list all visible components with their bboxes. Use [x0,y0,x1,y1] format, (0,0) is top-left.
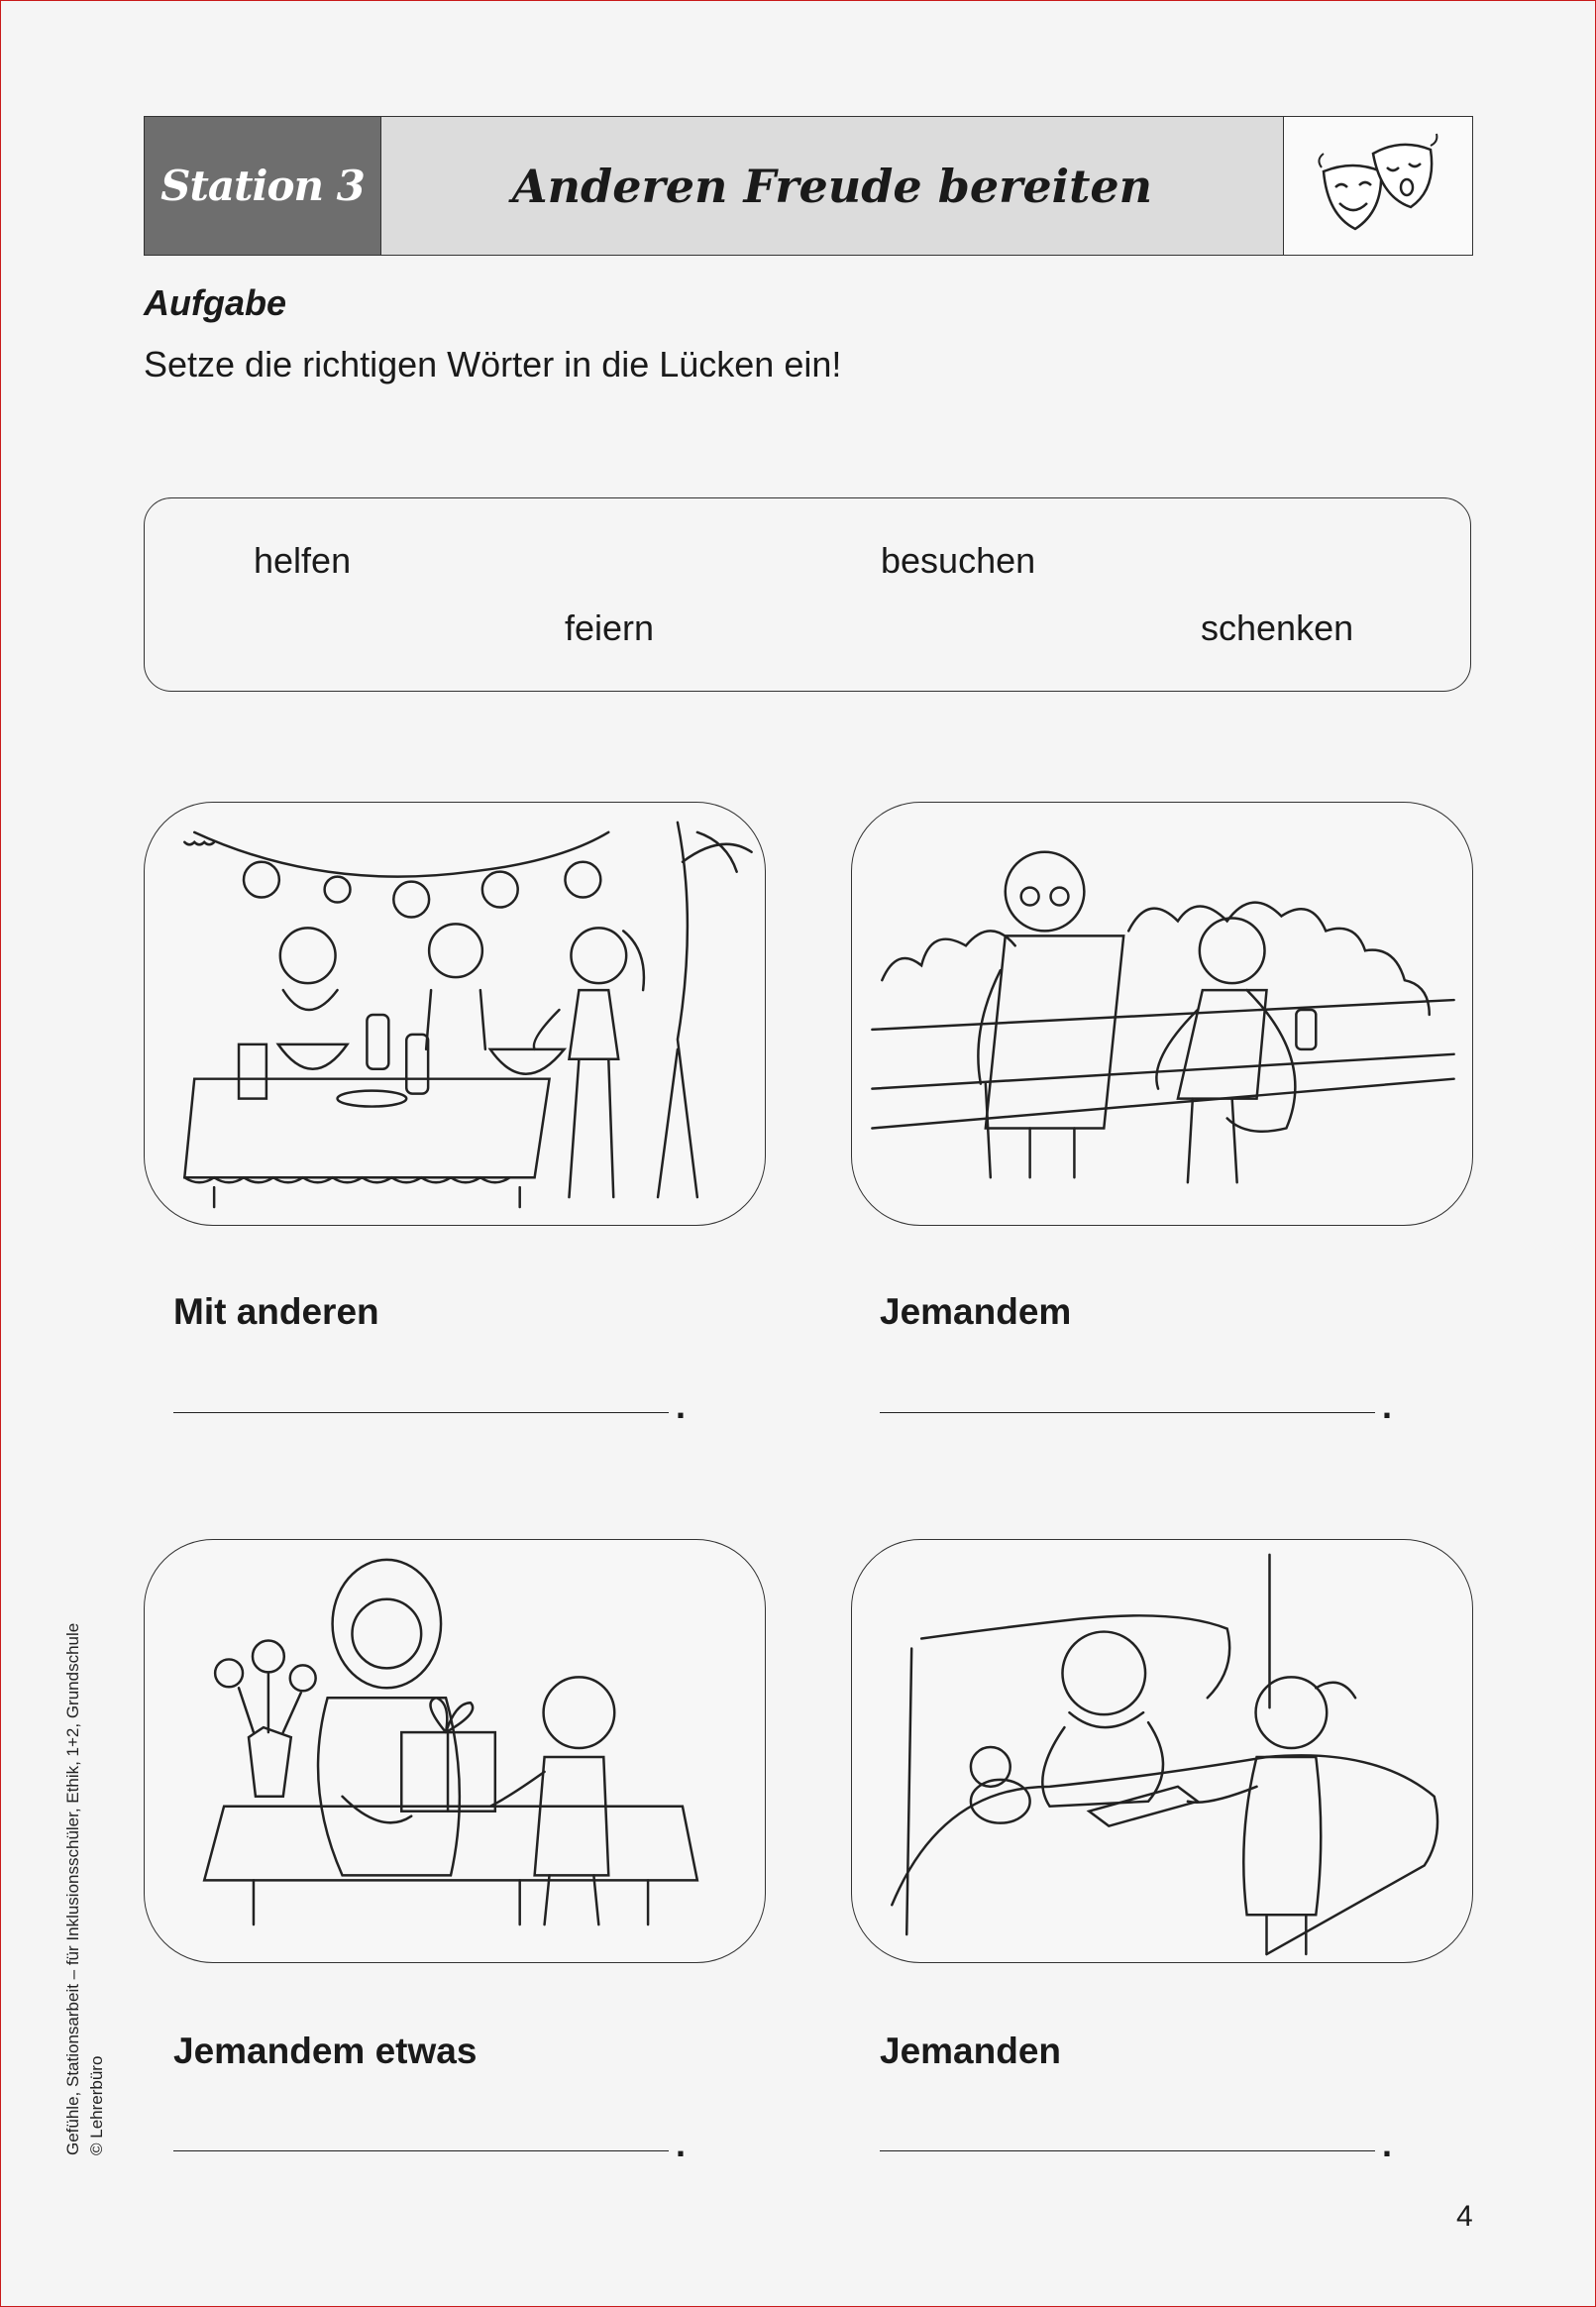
child-visiting-sick-illustration [851,1539,1473,1963]
credit-line: © Lehrerbüro [87,2055,106,2155]
theater-masks-icon [1284,117,1472,255]
child-giving-gift-illustration [144,1539,766,1963]
credit-line: Gefühle, Stationsarbeit – für Inklusionsschüler, Ethik, 1+2, Grundschule [63,1622,82,2155]
word-bank [144,497,1471,692]
sentence-end: . [676,2124,687,2164]
answer-blank[interactable] [880,1412,1375,1413]
word-option: helfen [254,540,352,581]
station-header [144,116,1473,256]
word-option: feiern [565,607,655,648]
sentence-end: . [676,1385,687,1426]
children-party-illustration [144,802,766,1226]
station-label: Station 3 [145,117,381,255]
page-number: 4 [1456,2200,1473,2233]
word-option: besuchen [881,540,1036,581]
task-label: Aufgabe [144,282,286,323]
answer-blank[interactable] [173,2150,669,2151]
task-instruction: Setze die richtigen Wörter in die Lücken ein! [144,344,842,384]
sentence-prompt: Jemandem etwas [173,2031,478,2071]
sentence-prompt: Mit anderen [173,1291,379,1332]
page-title: Anderen Freude bereiten [381,117,1284,255]
sentence-prompt: Jemanden [880,2031,1062,2071]
answer-blank[interactable] [880,2150,1375,2151]
word-option: schenken [1201,607,1354,648]
copyright-credit [61,1623,109,2155]
sentence-end: . [1382,2124,1393,2164]
answer-blank[interactable] [173,1412,669,1413]
sentence-prompt: Jemandem [880,1291,1072,1332]
sentence-end: . [1382,1385,1393,1426]
child-helping-elderly-illustration [851,802,1473,1226]
